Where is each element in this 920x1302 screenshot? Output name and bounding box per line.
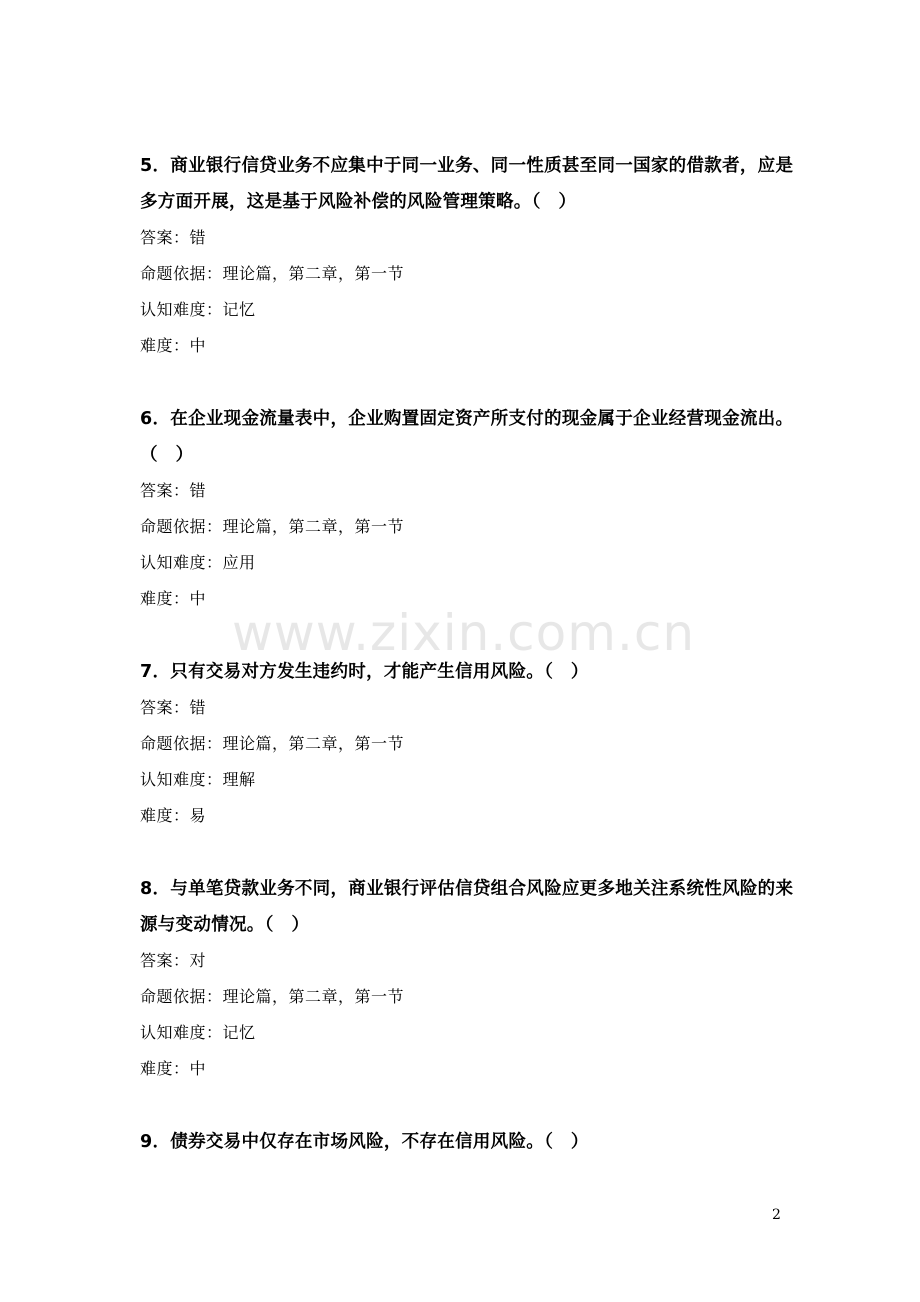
difficulty-label: 难度： (140, 1059, 190, 1078)
basis-label: 命题依据： (140, 517, 223, 536)
question-stem (140, 1124, 800, 1160)
question-number: 8． (140, 879, 171, 899)
question-text: 与单笔贷款业务不同，商业银行评估信贷组合风险应更多地关注系统性风险的来源与变动情况。（ ） (140, 879, 794, 935)
answer-line (140, 473, 800, 509)
cognitive-label: 认知难度： (140, 553, 223, 572)
cognitive-line (140, 1015, 800, 1051)
answer-line (140, 690, 800, 726)
watermark: www.zixin.com.cn (232, 604, 696, 662)
difficulty-label: 难度： (140, 806, 190, 825)
page-number: 2 (772, 1207, 781, 1223)
difficulty-value: 中 (189, 1059, 207, 1078)
answer-label: 答案： (140, 228, 190, 247)
question-number: 7． (140, 662, 171, 682)
basis-label: 命题依据： (140, 987, 223, 1006)
question-number: 9． (140, 1132, 171, 1152)
difficulty-label: 难度： (140, 589, 190, 608)
answer-line (140, 220, 800, 256)
cognitive-value: 记忆 (222, 1023, 256, 1042)
answer-value: 对 (189, 951, 207, 970)
basis-line (140, 256, 800, 292)
cognitive-value: 理解 (222, 770, 256, 789)
basis-value: 理论篇，第二章，第一节 (222, 734, 405, 753)
basis-value: 理论篇，第二章，第一节 (222, 517, 405, 536)
answer-value: 错 (189, 228, 207, 247)
answer-label: 答案： (140, 951, 190, 970)
basis-label: 命题依据： (140, 264, 223, 283)
cognitive-label: 认知难度： (140, 1023, 223, 1042)
cognitive-line (140, 292, 800, 328)
answer-line (140, 943, 800, 979)
cognitive-label: 认知难度： (140, 770, 223, 789)
answer-label: 答案： (140, 698, 190, 717)
question-stem (140, 148, 800, 220)
difficulty-line (140, 328, 800, 364)
difficulty-value: 中 (189, 589, 207, 608)
answer-label: 答案： (140, 481, 190, 500)
difficulty-label: 难度： (140, 336, 190, 355)
question-stem (140, 401, 800, 473)
question-8 (140, 871, 800, 1087)
question-stem (140, 871, 800, 943)
basis-line (140, 509, 800, 545)
cognitive-value: 记忆 (222, 300, 256, 319)
question-number: 6． (140, 409, 171, 429)
answer-value: 错 (189, 698, 207, 717)
basis-line (140, 726, 800, 762)
basis-value: 理论篇，第二章，第一节 (222, 264, 405, 283)
question-text: 在企业现金流量表中，企业购置固定资产所支付的现金属于企业经营现金流出。（ ） (140, 409, 794, 465)
basis-label: 命题依据： (140, 734, 223, 753)
question-5 (140, 148, 800, 364)
difficulty-line (140, 1051, 800, 1087)
question-text: 商业银行信贷业务不应集中于同一业务、同一性质甚至同一国家的借款者，应是多方面开展，这是基于风险补偿的风险管理策略。（ ） (140, 156, 794, 212)
cognitive-value: 应用 (222, 553, 256, 572)
cognitive-line (140, 545, 800, 581)
difficulty-line (140, 798, 800, 834)
cognitive-line (140, 762, 800, 798)
question-7 (140, 654, 800, 834)
answer-value: 错 (189, 481, 207, 500)
cognitive-label: 认知难度： (140, 300, 223, 319)
question-text: 债券交易中仅存在市场风险，不存在信用风险。（ ） (170, 1132, 589, 1152)
question-text: 只有交易对方发生违约时，才能产生信用风险。（ ） (170, 662, 589, 682)
difficulty-value: 易 (189, 806, 207, 825)
basis-value: 理论篇，第二章，第一节 (222, 987, 405, 1006)
question-9 (140, 1124, 800, 1160)
basis-line (140, 979, 800, 1015)
question-6 (140, 401, 800, 617)
question-number: 5． (140, 156, 171, 176)
difficulty-value: 中 (189, 336, 207, 355)
